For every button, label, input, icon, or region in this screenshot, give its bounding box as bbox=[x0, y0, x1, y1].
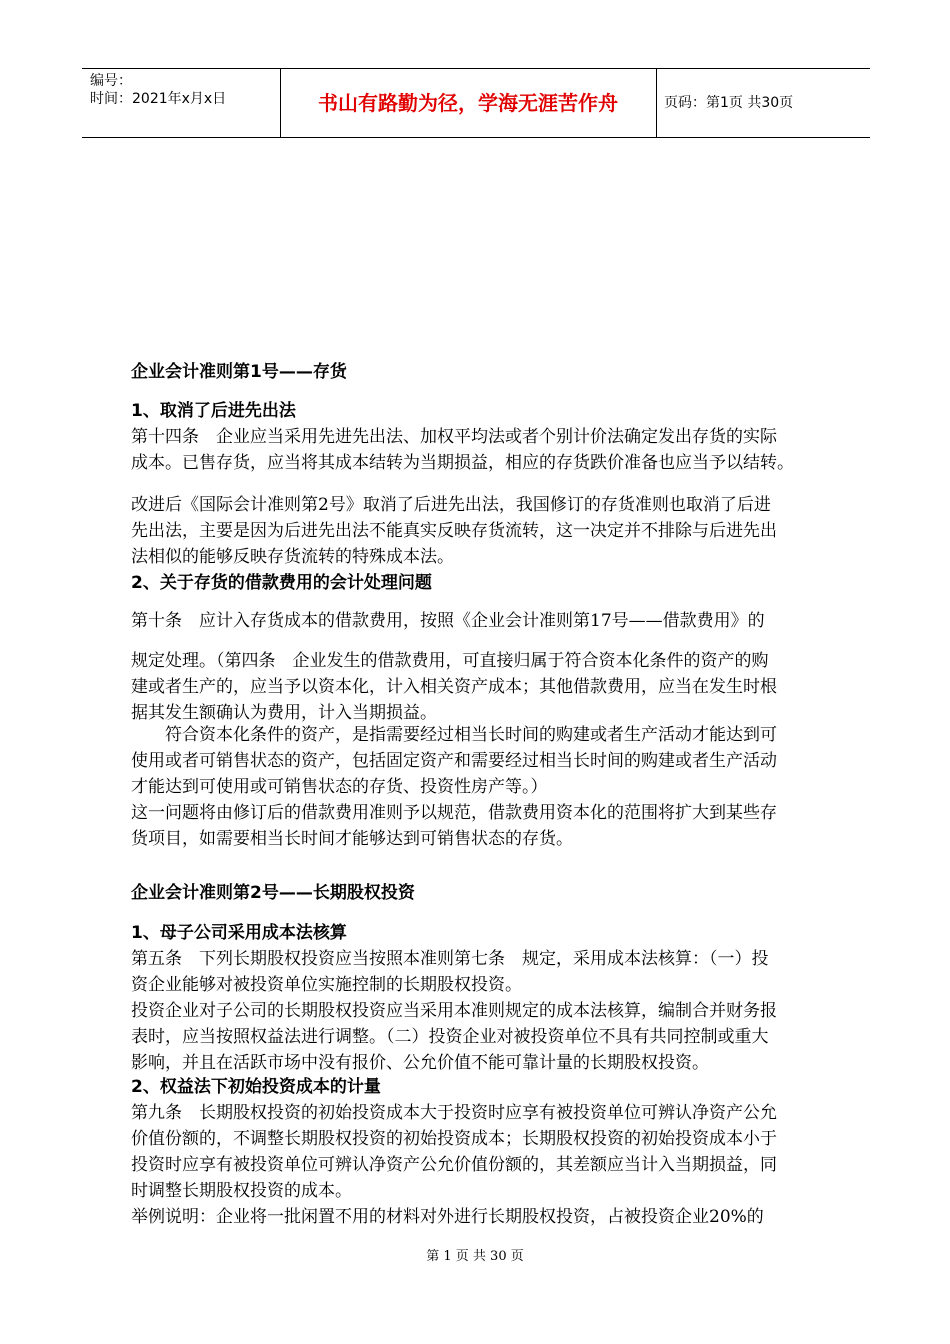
paragraph-line: 影响，并且在活跃市场中没有报价、公允价值不能可靠计量的长期股权投资。 bbox=[131, 1053, 709, 1073]
number-label: 编号： bbox=[90, 73, 132, 89]
header-meta bbox=[90, 72, 276, 108]
paragraph-line: 这一问题将由修订后的借款费用准则予以规范，借款费用资本化的范围将扩大到某些存 bbox=[131, 803, 777, 823]
section-heading: 企业会计准则第1号——存货 bbox=[131, 362, 347, 382]
paragraph-line: 先出法，主要是因为后进先出法不能真实反映存货流转，这一决定并不排除与后进先出 bbox=[131, 521, 777, 541]
paragraph-line: 第十四条 企业应当采用先进先出法、加权平均法或者个别计价法确定发出存货的实际 bbox=[131, 427, 777, 447]
paragraph-line: 时调整长期股权投资的成本。 bbox=[131, 1181, 352, 1201]
paragraph-line: 才能达到可使用或可销售状态的存货、投资性房产等。） bbox=[131, 777, 548, 797]
paragraph-line: 第五条 下列长期股权投资应当按照本准则第七条 规定，采用成本法核算：（一）投 bbox=[131, 949, 769, 969]
paragraph-line: 使用或者可销售状态的资产，包括固定资产和需要经过相当长时间的购建或者生产活动 bbox=[131, 751, 777, 771]
subheading: 1、取消了后进先出法 bbox=[131, 401, 296, 421]
page-footer: 第 1 页 共 30 页 bbox=[426, 1249, 524, 1264]
header-page-label: 页码：第1页 共30页 bbox=[664, 95, 794, 111]
paragraph-line: 表时，应当按照权益法进行调整。（二）投资企业对被投资单位不具有共同控制或重大 bbox=[131, 1027, 769, 1047]
paragraph-line: 价值份额的，不调整长期股权投资的初始投资成本；长期股权投资的初始投资成本小于 bbox=[131, 1129, 777, 1149]
paragraph-line: 资企业能够对被投资单位实施控制的长期股权投资。 bbox=[131, 975, 522, 995]
paragraph-line: 第十条 应计入存货成本的借款费用，按照《企业会计准则第17号——借款费用》的 bbox=[131, 611, 765, 631]
paragraph-line: 投资时应享有被投资单位可辨认净资产公允价值份额的，其差额应当计入当期损益，同 bbox=[131, 1155, 777, 1175]
subheading: 2、关于存货的借款费用的会计处理问题 bbox=[131, 573, 432, 593]
paragraph-line: 货项目，如需要相当长时间才能够达到可销售状态的存货。 bbox=[131, 829, 573, 849]
page-header bbox=[82, 68, 870, 138]
paragraph-line: 投资企业对子公司的长期股权投资应当采用本准则规定的成本法核算，编制合并财务报 bbox=[131, 1001, 777, 1021]
paragraph-line: 成本。已售存货，应当将其成本结转为当期损益，相应的存货跌价准备也应当予以结转。 bbox=[131, 453, 794, 473]
paragraph-line: 据其发生额确认为费用，计入当期损益。 bbox=[131, 703, 437, 723]
paragraph-line: 法相似的能够反映存货流转的特殊成本法。 bbox=[131, 547, 454, 567]
section-heading: 企业会计准则第2号——长期股权投资 bbox=[131, 883, 415, 903]
paragraph-line: 建或者生产的，应当予以资本化，计入相关资产成本；其他借款费用，应当在发生时根 bbox=[131, 677, 777, 697]
paragraph-line: 举例说明：企业将一批闲置不用的材料对外进行长期股权投资，占被投资企业20%的 bbox=[131, 1207, 764, 1227]
subheading: 1、母子公司采用成本法核算 bbox=[131, 923, 347, 943]
header-divider bbox=[280, 69, 281, 137]
time-label: 时间：2021年x月x日 bbox=[90, 91, 227, 107]
paragraph-line: 规定处理。（第四条 企业发生的借款费用，可直接归属于符合资本化条件的资产的购 bbox=[131, 651, 769, 671]
paragraph-line: 改进后《国际会计准则第2号》取消了后进先出法，我国修订的存货准则也取消了后进 bbox=[131, 495, 771, 515]
subheading: 2、权益法下初始投资成本的计量 bbox=[131, 1077, 381, 1097]
header-motto: 书山有路勤为径，学海无涯苦作舟 bbox=[318, 91, 618, 115]
header-divider bbox=[656, 69, 657, 137]
paragraph-line: 符合资本化条件的资产，是指需要经过相当长时间的购建或者生产活动才能达到可 bbox=[131, 725, 777, 745]
paragraph-line: 第九条 长期股权投资的初始投资成本大于投资时应享有被投资单位可辨认净资产公允 bbox=[131, 1103, 777, 1123]
